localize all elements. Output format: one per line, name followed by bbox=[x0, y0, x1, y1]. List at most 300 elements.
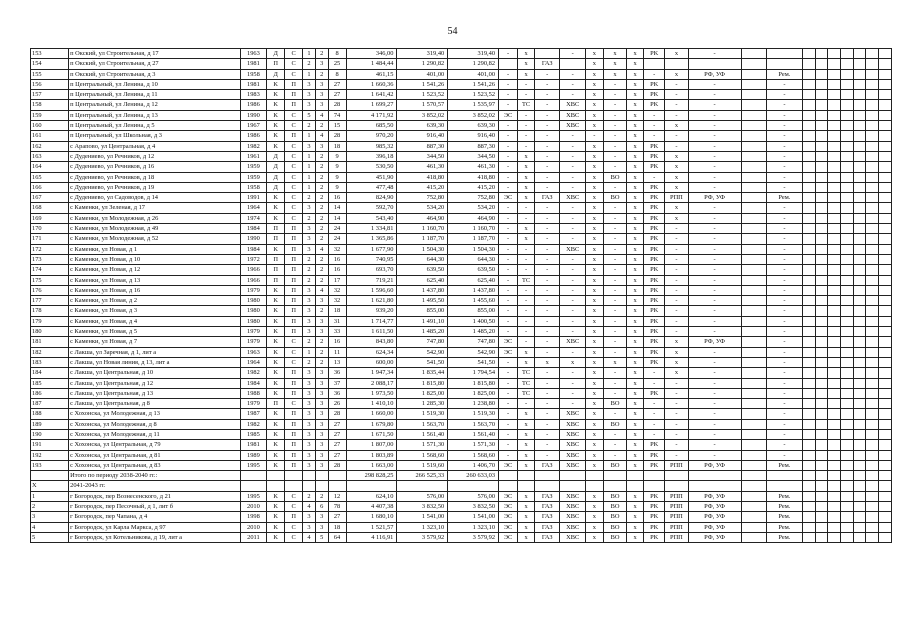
table-cell: - bbox=[535, 409, 560, 419]
table-cell: 2 bbox=[303, 193, 316, 203]
table-row bbox=[31, 512, 892, 522]
table-cell: ГАЗ bbox=[535, 522, 560, 532]
empty-cell bbox=[853, 100, 866, 110]
empty-cell bbox=[802, 399, 815, 409]
empty-cell bbox=[841, 471, 854, 481]
empty-cell bbox=[828, 141, 841, 151]
table-cell: 1989 bbox=[240, 450, 266, 460]
area-cell: 260 633,03 bbox=[448, 471, 499, 481]
table-cell: PK bbox=[644, 532, 665, 542]
table-cell: - bbox=[560, 265, 585, 275]
table-cell: x bbox=[627, 121, 644, 131]
row-number-cell: 168 bbox=[31, 203, 69, 213]
empty-cell bbox=[866, 141, 879, 151]
empty-cell bbox=[866, 265, 879, 275]
table-cell: - bbox=[560, 347, 585, 357]
area-cell: 576,00 bbox=[397, 491, 448, 501]
table-cell: x bbox=[627, 337, 644, 347]
table-cell bbox=[741, 131, 766, 141]
empty-cell bbox=[866, 347, 879, 357]
table-cell: - bbox=[585, 131, 603, 141]
address-cell: п Центральный, ул Ленина, д 13 bbox=[69, 110, 241, 120]
table-row bbox=[31, 254, 892, 264]
table-cell: - bbox=[560, 203, 585, 213]
empty-cell bbox=[879, 69, 892, 79]
table-cell: 1 bbox=[303, 131, 316, 141]
address-cell: г Богородск, ул Карла Маркса, д 97 bbox=[69, 522, 241, 532]
empty-cell bbox=[841, 532, 854, 542]
empty-cell bbox=[841, 100, 854, 110]
table-cell: x bbox=[627, 213, 644, 223]
table-row bbox=[31, 419, 892, 429]
area-cell: 464,90 bbox=[448, 213, 499, 223]
table-cell: - bbox=[766, 131, 802, 141]
address-cell: с Дудениево, ул Садоводов, д 14 bbox=[69, 193, 241, 203]
table-cell bbox=[644, 59, 665, 69]
table-cell: ХВС bbox=[560, 429, 585, 439]
table-cell: 1998 bbox=[240, 512, 266, 522]
table-cell: - bbox=[535, 110, 560, 120]
empty-cell bbox=[815, 327, 828, 337]
table-cell: П bbox=[285, 285, 303, 295]
table-cell bbox=[741, 296, 766, 306]
empty-cell bbox=[853, 502, 866, 512]
table-cell: 2 bbox=[315, 224, 328, 234]
empty-cell bbox=[802, 213, 815, 223]
table-cell bbox=[665, 481, 688, 491]
table-cell: x bbox=[585, 378, 603, 388]
table-cell: - bbox=[535, 316, 560, 326]
table-cell bbox=[741, 90, 766, 100]
table-cell: x bbox=[585, 224, 603, 234]
empty-cell bbox=[853, 388, 866, 398]
table-cell: x bbox=[585, 234, 603, 244]
empty-cell bbox=[853, 244, 866, 254]
table-cell bbox=[499, 59, 518, 69]
table-cell: - bbox=[644, 378, 665, 388]
table-cell: - bbox=[766, 90, 802, 100]
table-cell: 32 bbox=[328, 285, 346, 295]
table-cell: 3 bbox=[303, 399, 316, 409]
table-row bbox=[31, 90, 892, 100]
empty-cell bbox=[866, 182, 879, 192]
table-cell: - bbox=[560, 224, 585, 234]
table-cell: K bbox=[267, 296, 285, 306]
table-cell: 1958 bbox=[240, 182, 266, 192]
table-cell bbox=[285, 471, 303, 481]
row-number-cell: 187 bbox=[31, 399, 69, 409]
table-cell: П bbox=[267, 254, 285, 264]
table-cell: ХВС bbox=[560, 440, 585, 450]
table-cell: 3 bbox=[303, 296, 316, 306]
table-cell: - bbox=[499, 419, 518, 429]
table-cell: 2 bbox=[303, 121, 316, 131]
table-cell: 2 bbox=[315, 234, 328, 244]
table-cell: П bbox=[285, 388, 303, 398]
table-cell: - bbox=[499, 100, 518, 110]
table-cell: - bbox=[603, 265, 626, 275]
table-cell: П bbox=[285, 275, 303, 285]
table-cell: 16 bbox=[328, 193, 346, 203]
table-cell: K bbox=[267, 357, 285, 367]
table-cell bbox=[741, 409, 766, 419]
empty-cell bbox=[853, 450, 866, 460]
table-cell: PФ, УФ bbox=[688, 491, 741, 501]
address-cell: с Дудениево, ул Речников, д 12 bbox=[69, 151, 241, 161]
area-cell: 418,80 bbox=[397, 172, 448, 182]
table-cell: - bbox=[499, 162, 518, 172]
table-cell: x bbox=[585, 193, 603, 203]
table-cell: - bbox=[603, 131, 626, 141]
table-cell: - bbox=[560, 275, 585, 285]
table-cell bbox=[766, 481, 802, 491]
table-cell: x bbox=[603, 49, 626, 59]
area-cell: 415,20 bbox=[397, 182, 448, 192]
table-cell: x bbox=[585, 409, 603, 419]
table-cell: PK bbox=[644, 491, 665, 501]
table-row bbox=[31, 409, 892, 419]
empty-cell bbox=[815, 110, 828, 120]
table-cell: PK bbox=[644, 182, 665, 192]
empty-cell bbox=[815, 100, 828, 110]
table-cell: PK bbox=[644, 460, 665, 470]
empty-cell bbox=[853, 491, 866, 501]
empty-cell bbox=[828, 285, 841, 295]
empty-cell bbox=[815, 532, 828, 542]
table-cell: - bbox=[665, 141, 688, 151]
table-cell: 2 bbox=[315, 162, 328, 172]
area-cell: 644,30 bbox=[397, 254, 448, 264]
table-cell: - bbox=[603, 429, 626, 439]
table-cell: PK bbox=[644, 450, 665, 460]
table-cell: Д bbox=[267, 69, 285, 79]
area-cell: 1 807,00 bbox=[346, 440, 397, 450]
empty-cell bbox=[828, 357, 841, 367]
table-cell: K bbox=[267, 522, 285, 532]
area-cell: 1 160,70 bbox=[397, 224, 448, 234]
table-cell: x bbox=[627, 69, 644, 79]
empty-cell bbox=[802, 131, 815, 141]
table-cell: 2 bbox=[303, 357, 316, 367]
empty-cell bbox=[866, 522, 879, 532]
table-cell: - bbox=[688, 90, 741, 100]
table-cell: K bbox=[267, 378, 285, 388]
table-cell bbox=[328, 471, 346, 481]
empty-cell bbox=[828, 224, 841, 234]
area-cell: 1 484,44 bbox=[346, 59, 397, 69]
empty-cell bbox=[841, 347, 854, 357]
table-cell bbox=[741, 491, 766, 501]
empty-cell bbox=[866, 450, 879, 460]
empty-cell bbox=[879, 512, 892, 522]
row-number-cell: 184 bbox=[31, 368, 69, 378]
empty-cell bbox=[841, 419, 854, 429]
table-cell: 1982 bbox=[240, 419, 266, 429]
table-cell: 4 bbox=[315, 110, 328, 120]
table-cell: - bbox=[518, 203, 535, 213]
area-cell: 415,20 bbox=[448, 182, 499, 192]
area-cell: 1 187,70 bbox=[448, 234, 499, 244]
table-cell: 1985 bbox=[240, 429, 266, 439]
table-cell: - bbox=[665, 450, 688, 460]
empty-cell bbox=[866, 224, 879, 234]
table-cell: x bbox=[603, 69, 626, 79]
table-cell: П bbox=[285, 244, 303, 254]
table-cell: 4 bbox=[315, 285, 328, 295]
table-cell: П bbox=[267, 234, 285, 244]
empty-cell bbox=[841, 234, 854, 244]
table-cell: x bbox=[585, 59, 603, 69]
area-cell: 1 677,90 bbox=[346, 244, 397, 254]
table-cell: 3 bbox=[303, 203, 316, 213]
empty-cell bbox=[853, 49, 866, 59]
address-cell: п Окский, ул Строительная, д 3 bbox=[69, 69, 241, 79]
table-row bbox=[31, 306, 892, 316]
table-row bbox=[31, 131, 892, 141]
table-cell: x bbox=[518, 172, 535, 182]
table-cell: П bbox=[285, 409, 303, 419]
table-cell: 2 bbox=[315, 151, 328, 161]
table-row bbox=[31, 357, 892, 367]
area-cell: 1 400,50 bbox=[448, 316, 499, 326]
table-row bbox=[31, 224, 892, 234]
area-cell: 1 535,97 bbox=[448, 100, 499, 110]
empty-cell bbox=[815, 131, 828, 141]
address-cell: с Лакша, ул Заречная, д 1, лит а bbox=[69, 347, 241, 357]
table-cell: - bbox=[560, 69, 585, 79]
table-cell: 1991 bbox=[240, 193, 266, 203]
area-cell: 1 835,44 bbox=[397, 368, 448, 378]
table-cell: 78 bbox=[328, 502, 346, 512]
table-cell: П bbox=[285, 131, 303, 141]
table-cell: x bbox=[518, 162, 535, 172]
table-cell: - bbox=[535, 100, 560, 110]
table-cell bbox=[644, 471, 665, 481]
table-cell: x bbox=[627, 491, 644, 501]
table-cell: С bbox=[285, 203, 303, 213]
table-cell: - bbox=[518, 254, 535, 264]
address-cell: с Каменки, ул Новая, д 16 bbox=[69, 285, 241, 295]
table-cell: П bbox=[285, 429, 303, 439]
empty-cell bbox=[841, 399, 854, 409]
table-row bbox=[31, 69, 892, 79]
table-cell: - bbox=[535, 368, 560, 378]
table-cell bbox=[741, 388, 766, 398]
table-cell: С bbox=[285, 337, 303, 347]
table-cell bbox=[766, 49, 802, 59]
table-cell bbox=[585, 481, 603, 491]
table-cell: - bbox=[688, 244, 741, 254]
empty-cell bbox=[866, 532, 879, 542]
empty-cell bbox=[853, 399, 866, 409]
address-cell: с Лакша, ул Центральная, д 12 bbox=[69, 378, 241, 388]
table-cell: 6 bbox=[315, 502, 328, 512]
table-cell: x bbox=[585, 399, 603, 409]
table-cell: x bbox=[665, 213, 688, 223]
empty-cell bbox=[828, 409, 841, 419]
address-cell: г Богородск, пер Вознесенского, д 21 bbox=[69, 491, 241, 501]
table-cell: Рем. bbox=[766, 512, 802, 522]
address-cell: с Каменки, ул Новая, д 1 bbox=[69, 244, 241, 254]
empty-cell bbox=[879, 327, 892, 337]
area-cell: 1 815,80 bbox=[448, 378, 499, 388]
area-cell: 319,40 bbox=[448, 49, 499, 59]
table-cell: 3 bbox=[315, 429, 328, 439]
table-cell: x bbox=[627, 244, 644, 254]
table-cell: - bbox=[644, 110, 665, 120]
table-cell: С bbox=[285, 162, 303, 172]
table-cell: - bbox=[499, 131, 518, 141]
table-cell: x bbox=[665, 203, 688, 213]
table-cell: 1988 bbox=[240, 388, 266, 398]
empty-cell bbox=[802, 409, 815, 419]
table-row bbox=[31, 79, 892, 89]
table-cell: ЭС bbox=[499, 193, 518, 203]
table-cell: PФ, УФ bbox=[688, 69, 741, 79]
table-cell: ЭС bbox=[499, 337, 518, 347]
empty-cell bbox=[853, 79, 866, 89]
table-cell: 27 bbox=[328, 79, 346, 89]
empty-cell bbox=[828, 69, 841, 79]
empty-cell bbox=[879, 429, 892, 439]
table-cell: 3 bbox=[315, 59, 328, 69]
empty-cell bbox=[879, 481, 892, 491]
empty-cell bbox=[841, 337, 854, 347]
table-cell: 18 bbox=[328, 522, 346, 532]
table-cell: K bbox=[267, 306, 285, 316]
table-cell: x bbox=[665, 368, 688, 378]
empty-cell bbox=[828, 265, 841, 275]
address-cell: с Лакша, ул Центральная, д 10 bbox=[69, 368, 241, 378]
area-cell: 1 541,26 bbox=[448, 79, 499, 89]
empty-cell bbox=[828, 244, 841, 254]
empty-cell bbox=[802, 224, 815, 234]
row-number-cell: 179 bbox=[31, 316, 69, 326]
table-cell: - bbox=[603, 110, 626, 120]
table-cell bbox=[741, 110, 766, 120]
table-cell: - bbox=[603, 327, 626, 337]
table-cell bbox=[766, 59, 802, 69]
area-cell: 985,32 bbox=[346, 141, 397, 151]
area-cell: 1 825,00 bbox=[397, 388, 448, 398]
table-cell: 17 bbox=[328, 275, 346, 285]
table-cell: x bbox=[627, 429, 644, 439]
table-cell: - bbox=[518, 141, 535, 151]
empty-cell bbox=[879, 502, 892, 512]
table-cell: 1987 bbox=[240, 409, 266, 419]
row-number-cell: 159 bbox=[31, 110, 69, 120]
table-cell: 74 bbox=[328, 110, 346, 120]
table-cell: x bbox=[585, 368, 603, 378]
area-cell: 530,50 bbox=[346, 162, 397, 172]
empty-cell bbox=[802, 522, 815, 532]
table-cell: - bbox=[766, 213, 802, 223]
table-cell: 3 bbox=[303, 327, 316, 337]
table-cell: 31 bbox=[328, 316, 346, 326]
empty-cell bbox=[841, 182, 854, 192]
table-cell: 1982 bbox=[240, 141, 266, 151]
area-cell: 693,70 bbox=[346, 265, 397, 275]
empty-cell bbox=[828, 203, 841, 213]
table-cell: 3 bbox=[315, 388, 328, 398]
table-cell: x bbox=[518, 69, 535, 79]
table-cell: - bbox=[603, 285, 626, 295]
table-cell: x bbox=[585, 203, 603, 213]
table-cell: 24 bbox=[328, 224, 346, 234]
table-cell: П bbox=[285, 419, 303, 429]
address-cell: с Лакша, ул Центральная, д 13 bbox=[69, 388, 241, 398]
table-cell: - bbox=[665, 224, 688, 234]
area-cell: 1 596,60 bbox=[346, 285, 397, 295]
empty-cell bbox=[802, 368, 815, 378]
table-cell: 1963 bbox=[240, 49, 266, 59]
area-cell: 576,00 bbox=[448, 491, 499, 501]
area-cell: 1 794,54 bbox=[448, 368, 499, 378]
table-cell: - bbox=[499, 182, 518, 192]
area-cell: 1 410,10 bbox=[346, 399, 397, 409]
empty-cell bbox=[828, 512, 841, 522]
address-cell: с Хохонска, ул Молодежная, д 8 bbox=[69, 419, 241, 429]
table-cell: x bbox=[518, 419, 535, 429]
table-cell: K bbox=[267, 388, 285, 398]
table-cell: 9 bbox=[328, 182, 346, 192]
table-cell: PK bbox=[644, 90, 665, 100]
empty-cell bbox=[853, 69, 866, 79]
table-cell: 3 bbox=[303, 285, 316, 295]
area-cell: 639,50 bbox=[397, 265, 448, 275]
table-cell: П bbox=[285, 450, 303, 460]
table-cell: 3 bbox=[303, 244, 316, 254]
area-cell bbox=[346, 481, 397, 491]
table-cell: - bbox=[603, 224, 626, 234]
table-row bbox=[31, 275, 892, 285]
area-cell: 1 641,42 bbox=[346, 90, 397, 100]
empty-cell bbox=[815, 79, 828, 89]
address-cell: п Окский, ул Строительная, д 17 bbox=[69, 49, 241, 59]
table-cell: x bbox=[627, 110, 644, 120]
empty-cell bbox=[853, 378, 866, 388]
empty-cell bbox=[866, 419, 879, 429]
table-cell: С bbox=[285, 213, 303, 223]
empty-cell bbox=[879, 182, 892, 192]
table-cell: - bbox=[644, 419, 665, 429]
table-cell: - bbox=[766, 296, 802, 306]
table-cell bbox=[741, 450, 766, 460]
table-cell: - bbox=[499, 203, 518, 213]
table-cell: K bbox=[267, 429, 285, 439]
empty-cell bbox=[841, 151, 854, 161]
table-cell: x bbox=[627, 368, 644, 378]
table-cell bbox=[644, 481, 665, 491]
empty-cell bbox=[802, 471, 815, 481]
table-cell: ХВС bbox=[560, 121, 585, 131]
area-cell: 534,20 bbox=[397, 203, 448, 213]
table-row bbox=[31, 203, 892, 213]
table-cell: BO bbox=[603, 512, 626, 522]
table-cell: П bbox=[285, 254, 303, 264]
empty-cell bbox=[828, 481, 841, 491]
area-cell: 1 437,80 bbox=[448, 285, 499, 295]
table-cell: 3 bbox=[315, 327, 328, 337]
empty-cell bbox=[815, 141, 828, 151]
table-cell: PФ, УФ bbox=[688, 460, 741, 470]
empty-cell bbox=[828, 121, 841, 131]
table-cell: - bbox=[560, 285, 585, 295]
table-cell: x bbox=[665, 337, 688, 347]
table-cell: - bbox=[766, 234, 802, 244]
empty-cell bbox=[815, 357, 828, 367]
table-cell: K bbox=[267, 121, 285, 131]
